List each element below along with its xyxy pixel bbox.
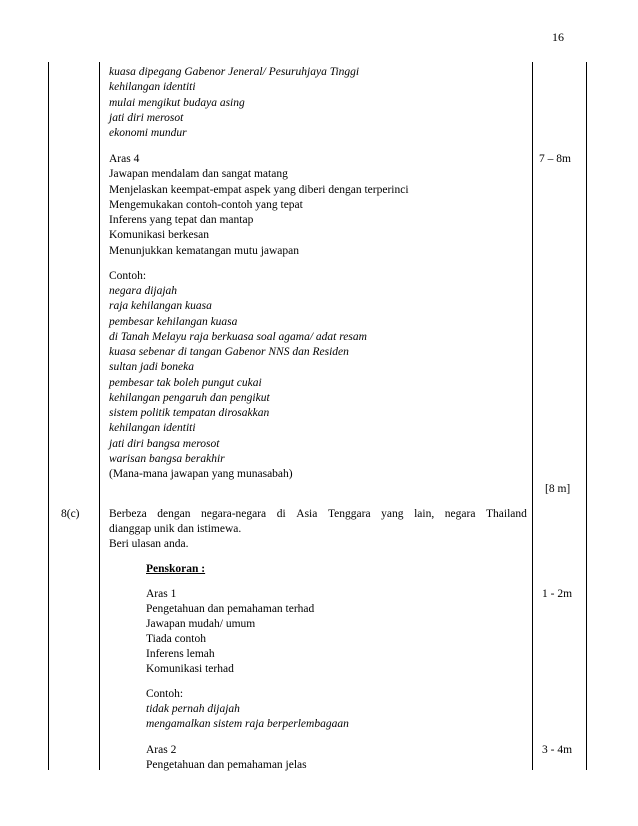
question-word: Berbeza — [109, 508, 147, 520]
list-item: kehilangan identiti — [109, 422, 196, 434]
note: (Mana-mana jawapan yang munasabah) — [109, 468, 293, 480]
page-number: 16 — [552, 30, 564, 44]
list-item: ekonomi mundur — [109, 127, 187, 139]
criteria-line: Jawapan mudah/ umum — [146, 618, 256, 630]
question-word: negara-negara — [201, 508, 267, 520]
table-border-left — [48, 62, 49, 770]
criteria-line: Mengemukakan contoh-contoh yang tepat — [109, 199, 303, 211]
criteria-line: Jawapan mendalam dan sangat matang — [109, 168, 288, 180]
criteria-line: Pengetahuan dan pemahaman terhad — [146, 603, 315, 615]
list-item: kehilangan pengaruh dan pengikut — [109, 392, 270, 404]
question-line-3: Beri ulasan anda. — [109, 538, 189, 550]
total-marks: [8 m] — [545, 483, 571, 495]
list-item: jati diri merosot — [109, 112, 184, 124]
list-item: pembesar tak boleh pungut cukai — [109, 377, 262, 389]
criteria-line: Komunikasi berkesan — [109, 229, 209, 241]
criteria-line: Pengetahuan dan pemahaman jelas — [146, 759, 307, 771]
list-item: kuasa sebenar di tangan Gabenor NNS dan Residen — [109, 346, 349, 358]
question-word: negara — [444, 508, 476, 520]
aras-4-marks: 7 – 8m — [539, 153, 571, 165]
question-line-1 — [109, 507, 527, 522]
list-item: warisan bangsa berakhir — [109, 453, 225, 465]
aras-1-heading: Aras 1 — [146, 588, 177, 600]
question-word: Thailand — [486, 508, 527, 520]
contoh-heading: Contoh: — [109, 270, 147, 282]
list-item: mulai mengikut budaya asing — [109, 97, 245, 109]
list-item: di Tanah Melayu raja berkuasa soal agama/ adat resam — [109, 331, 367, 343]
list-item: raja kehilangan kuasa — [109, 300, 212, 312]
aras-2-marks: 3 - 4m — [542, 744, 573, 756]
question-word: yang — [381, 508, 404, 520]
criteria-line: Menunjukkan kematangan mutu jawapan — [109, 245, 300, 257]
list-item: tidak pernah dijajah — [146, 703, 240, 715]
question-word: lain, — [414, 508, 435, 520]
criteria-line: Inferens lemah — [146, 648, 215, 660]
list-item: kuasa dipegang Gabenor Jeneral/ Pesuruhjaya Tinggi — [109, 66, 360, 78]
question-word: di — [276, 508, 286, 520]
criteria-line: Menjelaskan keempat-empat aspek yang diberi dengan terperinci — [109, 184, 409, 196]
penskoran-heading: Penskoran : — [146, 563, 206, 575]
aras-4-heading: Aras 4 — [109, 153, 140, 165]
table-border-number-column — [99, 62, 100, 770]
question-word: dengan — [157, 508, 191, 520]
criteria-line: Inferens yang tepat dan mantap — [109, 214, 254, 226]
question-number: 8(c) — [61, 508, 80, 520]
table-border-marks-column — [532, 62, 533, 770]
criteria-line: Tiada contoh — [146, 633, 206, 645]
list-item: jati diri bangsa merosot — [109, 438, 220, 450]
criteria-line: Komunikasi terhad — [146, 663, 234, 675]
question-word: Asia — [296, 508, 318, 520]
list-item: sultan jadi boneka — [109, 361, 194, 373]
list-item: negara dijajah — [109, 285, 178, 297]
list-item: kehilangan identiti — [109, 81, 196, 93]
list-item: mengamalkan sistem raja berperlembagaan — [146, 718, 349, 730]
aras-2-heading: Aras 2 — [146, 744, 177, 756]
question-line-2: dianggap unik dan istimewa. — [109, 523, 242, 535]
table-border-right — [586, 62, 587, 770]
list-item: pembesar kehilangan kuasa — [109, 316, 238, 328]
aras-1-marks: 1 - 2m — [542, 588, 573, 600]
list-item: sistem politik tempatan dirosakkan — [109, 407, 270, 419]
contoh-heading: Contoh: — [146, 688, 184, 700]
question-word: Tenggara — [327, 508, 371, 520]
